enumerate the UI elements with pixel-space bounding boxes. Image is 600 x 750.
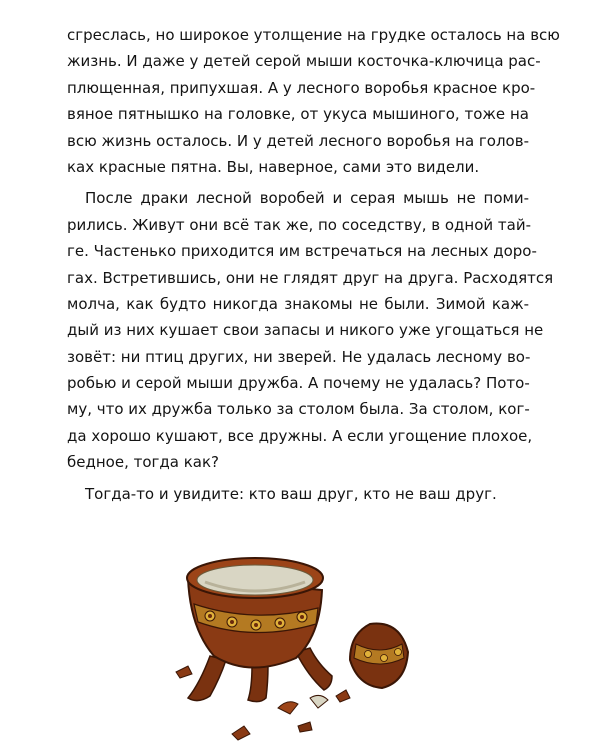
bowl-leg-right	[296, 648, 332, 690]
paragraph-3	[67, 481, 529, 507]
story-text	[67, 22, 560, 507]
bowl-leg-left	[188, 656, 226, 701]
shard	[176, 666, 192, 678]
paragraph-1	[67, 22, 560, 180]
text-line: вяное пятнышко на головке, от укуса мышиного, тоже на	[67, 105, 529, 124]
text-line: Тогда-то и увидите: кто ваш друг, кто не ваш друг.	[85, 484, 497, 503]
text-line: всю жизнь осталось. И у детей лесного воробья на голов-	[67, 131, 529, 150]
text-line: бедное, тогда как?	[67, 453, 219, 472]
shard	[278, 702, 298, 714]
text-line: гах. Встретившись, они не глядят друг на друга. Расходятся	[67, 268, 554, 287]
text-line: жизнь. И даже у детей серой мыши косточка-ключица рас-	[67, 52, 541, 71]
text-line: сгреслась, но широкое утолщение на грудке осталось на всю	[67, 26, 560, 44]
text-line: ге. Частенько приходится им встречаться на лесных доро-	[67, 242, 537, 261]
text-line: зовёт: ни птиц других, ни зверей. Не удалась лесному во-	[67, 347, 531, 366]
bowl-leg-middle	[248, 666, 268, 702]
shard	[298, 722, 312, 732]
text-line: рились. Живут они всё так же, по соседству, в одной тай-	[67, 215, 531, 234]
shard	[336, 690, 350, 702]
text-line: му, что их дружба только за столом была. За столом, ког-	[67, 400, 530, 419]
text-line: ках красные пятна. Вы, наверное, сами это видели.	[67, 157, 480, 176]
text-line: да хорошо кушают, все дружны. А если угощение плохое,	[67, 426, 533, 445]
bowl-illustration	[170, 548, 430, 744]
text-line: робью и серой мыши дружба. А почему не удалась? Пото-	[67, 374, 530, 393]
text-line: молча, как будто никогда знакомы не были. Зимой каж-	[67, 294, 529, 313]
text-line: После драки лесной воробей и серая мышь не поми-	[85, 189, 529, 208]
paragraph-2	[67, 185, 554, 475]
shard	[232, 726, 250, 740]
text-line: дый из них кушает свои запасы и никого уже угощаться не	[67, 321, 544, 340]
text-line: плющенная, припухшая. А у лесного воробья красное кро-	[67, 78, 536, 97]
shard	[310, 695, 328, 708]
